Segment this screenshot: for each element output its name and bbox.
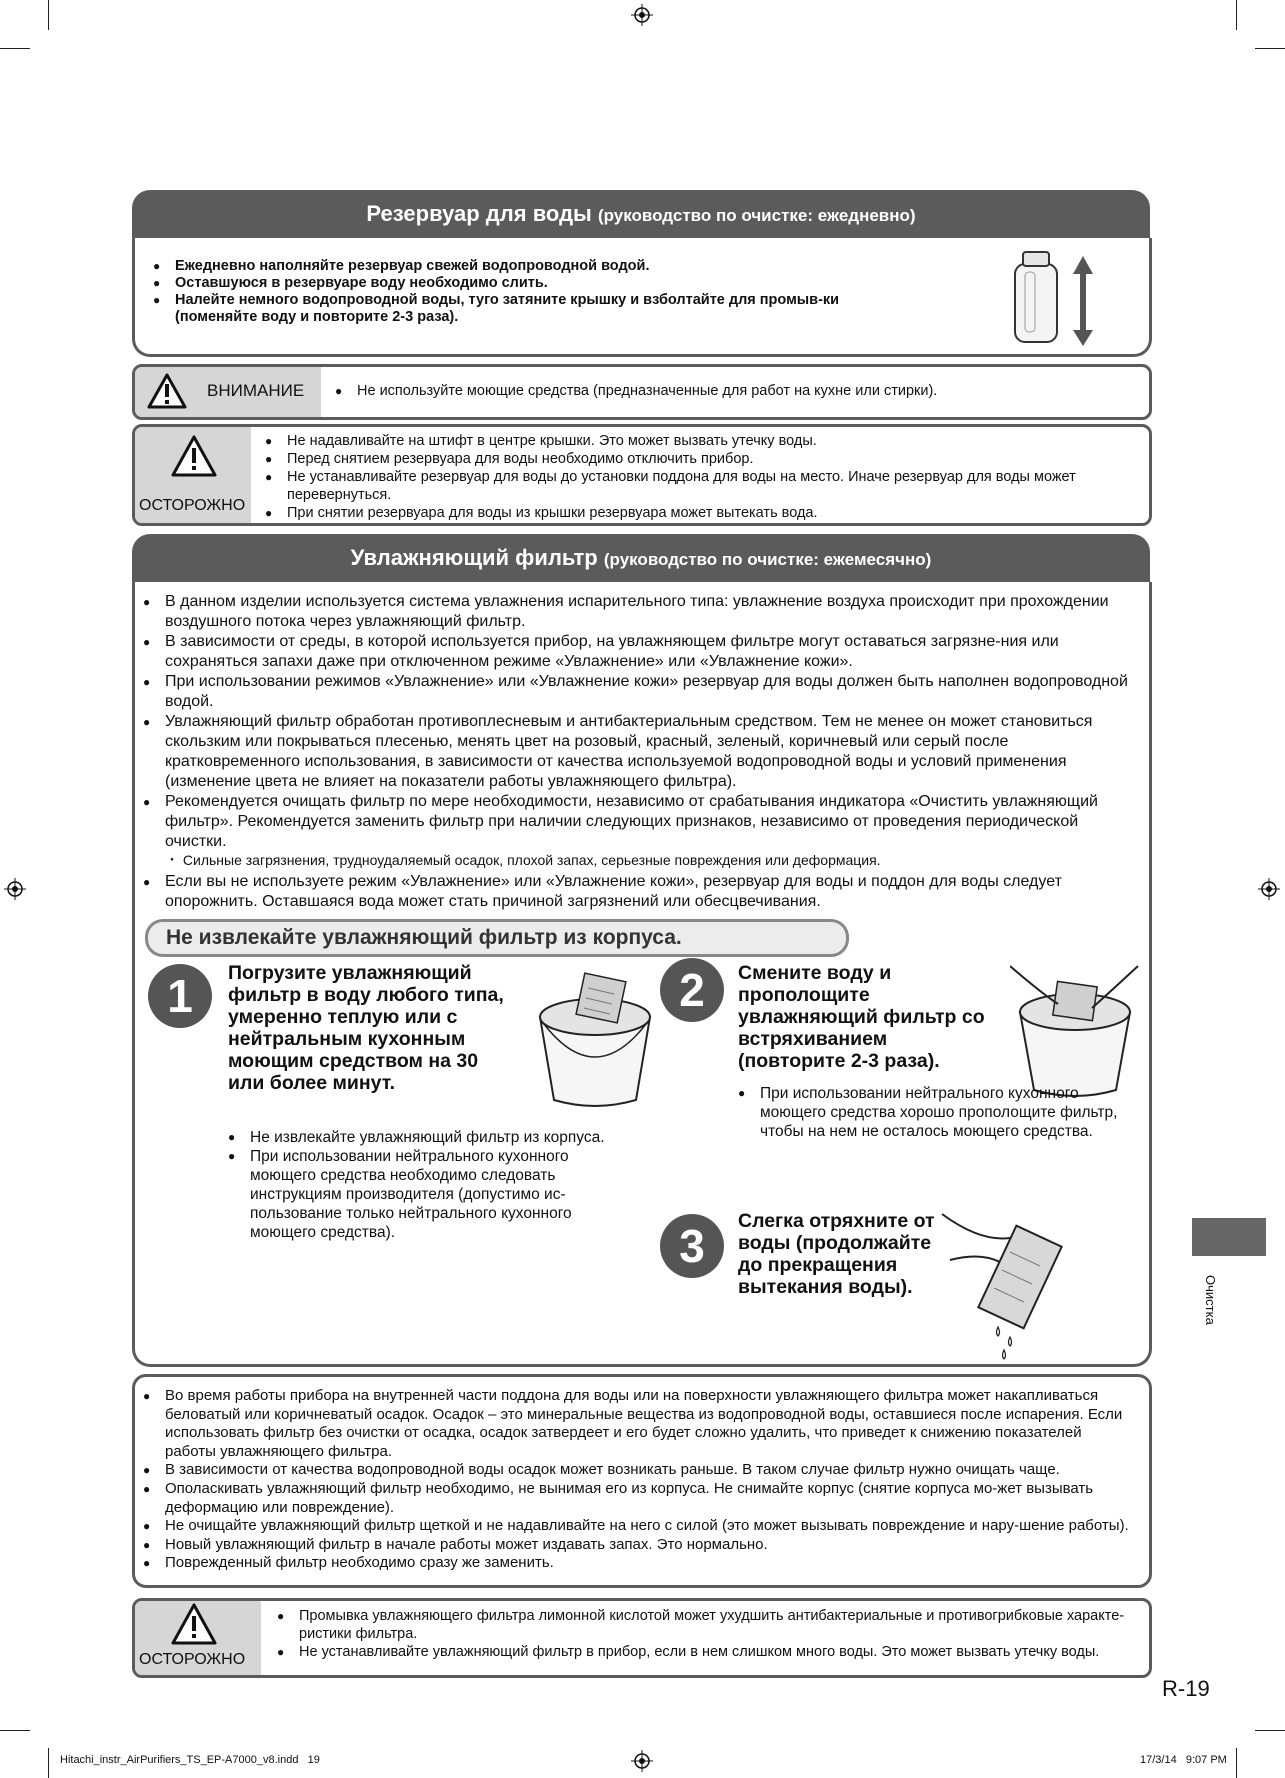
page-number: R-19 xyxy=(1162,1676,1210,1701)
list-item: ● В данном изделии используется система увлажнения испарительного типа: увлажнение воздуха происходит при прохождении воздушного потока через увлажняющий фильтр. xyxy=(143,592,1133,632)
warning-triangle-icon xyxy=(171,435,217,477)
warning-pill: Не извлекайте увлажняющий фильтр из корпуса. xyxy=(145,919,849,957)
list-item: ● Не используйте моющие средства (предназначенные для работ на кухне или стирки). xyxy=(335,382,1135,400)
list-item: ● Поврежденный фильтр необходимо сразу же заменить. xyxy=(143,1554,1133,1573)
step-number-3: 3 xyxy=(660,1214,724,1278)
footer-file-info: Hitachi_instr_AirPurifiers_TS_EP-A7000_v8.indd 19 xyxy=(60,1754,320,1766)
crop-mark xyxy=(1255,48,1285,49)
bullet-list xyxy=(143,592,1133,852)
list-item: ● Не надавливайте на штифт в центре крышки. Это может вызвать утечку воды. xyxy=(265,432,1125,450)
step-title-3: Слегка отряхните от воды (продолжайте до прекращения вытекания воды). xyxy=(738,1210,935,1298)
step-title-2: Смените воду и прополощите увлажняющий фильтр со встряхиванием (повторите 2-3 раза). xyxy=(738,962,985,1072)
section-title: Резервуар для воды xyxy=(366,201,592,226)
notice-box xyxy=(132,364,1152,420)
sub-note-text: Сильные загрязнения, трудноудаляемый осадок, плохой запах, серьезные повреждения или деформация. xyxy=(182,852,881,868)
list-item: ● Увлажняющий фильтр обработан противоплесневым и антибактериальным средством. Тем не менее он может становиться скользким или покрываться плесенью, менять цвет на розовый, красный, зеленый, коричневый или серый после кратковременного использования, в зависимости от качества используемой водопроводной воды и условий применения (изменение цвета не влияет на показатели работы увлажняющего фильтра). xyxy=(143,712,1133,792)
list-item: ● Не извлекайте увлажняющий фильтр из корпуса. xyxy=(228,1128,618,1147)
list-item: ● В зависимости от качества водопроводной воды осадок может возникать раньше. В таком случае фильтр нужно очищать чаще. xyxy=(143,1461,1133,1480)
registration-mark-icon xyxy=(631,4,653,26)
list-item: ● При снятии резервуара для воды из крышки резервуара может вытекать вода. xyxy=(265,504,1125,522)
crop-mark xyxy=(1236,0,1237,30)
sub-note xyxy=(165,851,881,869)
footer-timestamp: 17/3/14 9:07 PM xyxy=(1140,1754,1227,1766)
sub-note-dot: ・ xyxy=(165,852,183,868)
section-subtitle: (руководство по очистке: ежедневно) xyxy=(597,206,916,225)
notice-list xyxy=(335,382,1135,400)
crop-mark xyxy=(0,1730,30,1731)
notice-label: ВНИМАНИЕ xyxy=(207,381,305,400)
chapter-tab xyxy=(1192,1218,1266,1256)
crop-mark xyxy=(0,48,30,49)
rinse-illustration-icon xyxy=(1010,962,1140,1102)
list-item: ● Ополаскивать увлажняющий фильтр необходимо, не вынимая его из корпуса. Не снимайте корпус (снятие корпуса мо-жет вызывать деформацию или повреждение). xyxy=(143,1480,1133,1517)
list-item: ● В зависимости от среды, в которой используется прибор, на увлажняющем фильтре могут оставаться загрязне-ния или сохраняться запахи даже при отключенном режиме «Увлажнение» или «Увлажнение кожи». xyxy=(143,632,1133,672)
crop-mark xyxy=(1255,1730,1285,1731)
step-number-1: 1 xyxy=(148,964,212,1028)
list-item: ● Не устанавливайте увлажняющий фильтр в прибор, если в нем слишком много воды. Это может вызвать утечку воды. xyxy=(277,1643,1132,1661)
caution-list xyxy=(277,1607,1132,1661)
list-item: ● Новый увлажняющий фильтр в начале работы может издавать запах. Это нормально. xyxy=(143,1536,1133,1555)
caution-label-panel xyxy=(135,1601,261,1675)
list-item: ● Рекомендуется очищать фильтр по мере необходимости, независимо от срабатывания индикатора «Очистить увлажняющий фильтр». Рекомендуется заменить фильтр при наличии следующих признаков, независимо от проведения периодической очистки. xyxy=(143,792,1133,852)
water-tank-illustration-icon xyxy=(995,246,1105,346)
crop-mark xyxy=(48,0,49,30)
bullet-list xyxy=(153,258,913,326)
chapter-tab-label: Очистка xyxy=(1203,1275,1218,1325)
list-item: ● Ежедневно наполняйте резервуар свежей водопроводной водой. xyxy=(153,258,913,275)
bullet-list xyxy=(143,872,1133,912)
step-number-2: 2 xyxy=(660,958,724,1022)
list-item: ● Не устанавливайте резервуар для воды до установки поддона для воды на место. Иначе резервуар для воды может перевернуться. xyxy=(265,468,1125,504)
info-list xyxy=(143,1387,1133,1573)
registration-mark-icon xyxy=(1258,878,1280,900)
registration-mark-icon xyxy=(631,1750,653,1772)
list-item: ● Налейте немного водопроводной воды, туго затяните крышку и взболтайте для промыв-ки (поменяйте воду и повторите 2-3 раза). xyxy=(153,292,913,326)
info-box xyxy=(132,1374,1152,1588)
list-item: ● Перед снятием резервуара для воды необходимо отключить прибор. xyxy=(265,450,1125,468)
crop-mark xyxy=(48,1748,49,1778)
list-item: ● При использовании нейтрального кухонного моющего средства необходимо следовать инструкциям производителя (допустимо ис-пользование только нейтрального кухонного моющего средства). xyxy=(228,1147,618,1242)
list-item: ● Если вы не используете режим «Увлажнение» или «Увлажнение кожи», резервуар для воды и поддон для воды следует опорожнить. Оставшаяся вода может стать причиной загрязнений или обесцвечивания. xyxy=(143,872,1133,912)
section-body-water-tank xyxy=(132,238,1152,357)
caution-box xyxy=(132,424,1152,526)
list-item: ● Во время работы прибора на внутренней части поддона для воды или на поверхности увлажняющего фильтра может накапливаться беловатый или коричневатый осадок. Осадок – это минеральные вещества из водопроводной воды, оставшиеся после испарения. Если использовать фильтр без очистки от осадка, осадок затвердеет и его будет сложно удалить, что приведет к снижению показателей работы увлажняющего фильтра. xyxy=(143,1387,1133,1461)
warning-triangle-icon xyxy=(147,373,187,409)
list-item: ● Промывка увлажняющего фильтра лимонной кислотой может ухудшить антибактериальные и противогрибковые характе-ристики фильтра. xyxy=(277,1607,1132,1643)
section-title: Увлажняющий фильтр xyxy=(350,545,598,570)
section-subtitle: (руководство по очистке: ежемесячно) xyxy=(603,550,932,569)
list-item: ● Не очищайте увлажняющий фильтр щеткой и не надавливайте на него с силой (это может вызывать повреждение и нару-шение работы). xyxy=(143,1517,1133,1536)
caution-label-panel xyxy=(135,427,251,523)
warning-triangle-icon xyxy=(171,1603,217,1645)
section-header-humidifying-filter xyxy=(132,534,1150,582)
step-notes-2 xyxy=(738,1084,1138,1141)
step-title-1: Погрузите увлажняющий фильтр в воду любого типа, умеренно теплую или с нейтральным кухонным моющим средством на 30 или более минут. xyxy=(228,962,504,1094)
crop-mark xyxy=(1236,1748,1237,1778)
caution-label: ОСТОРОЖНО xyxy=(139,497,246,514)
step-notes-1 xyxy=(228,1128,618,1242)
notice-label-panel xyxy=(135,367,321,417)
registration-mark-icon xyxy=(4,878,26,900)
bucket-illustration-icon xyxy=(530,972,660,1112)
shake-illustration-icon xyxy=(940,1212,1080,1362)
list-item: ● При использовании режимов «Увлажнение» или «Увлажнение кожи» резервуар для воды должен быть наполнен водопроводной водой. xyxy=(143,672,1133,712)
section-header-water-tank xyxy=(132,190,1150,238)
list-item: ● При использовании нейтрального кухонного моющего средства хорошо прополощите фильтр, чтобы на нем не осталось моющего средства. xyxy=(738,1084,1138,1141)
list-item: ● Оставшуюся в резервуаре воду необходимо слить. xyxy=(153,275,913,292)
caution-list xyxy=(265,432,1125,522)
caution-box xyxy=(132,1598,1152,1678)
caution-label: ОСТОРОЖНО xyxy=(139,1651,246,1668)
